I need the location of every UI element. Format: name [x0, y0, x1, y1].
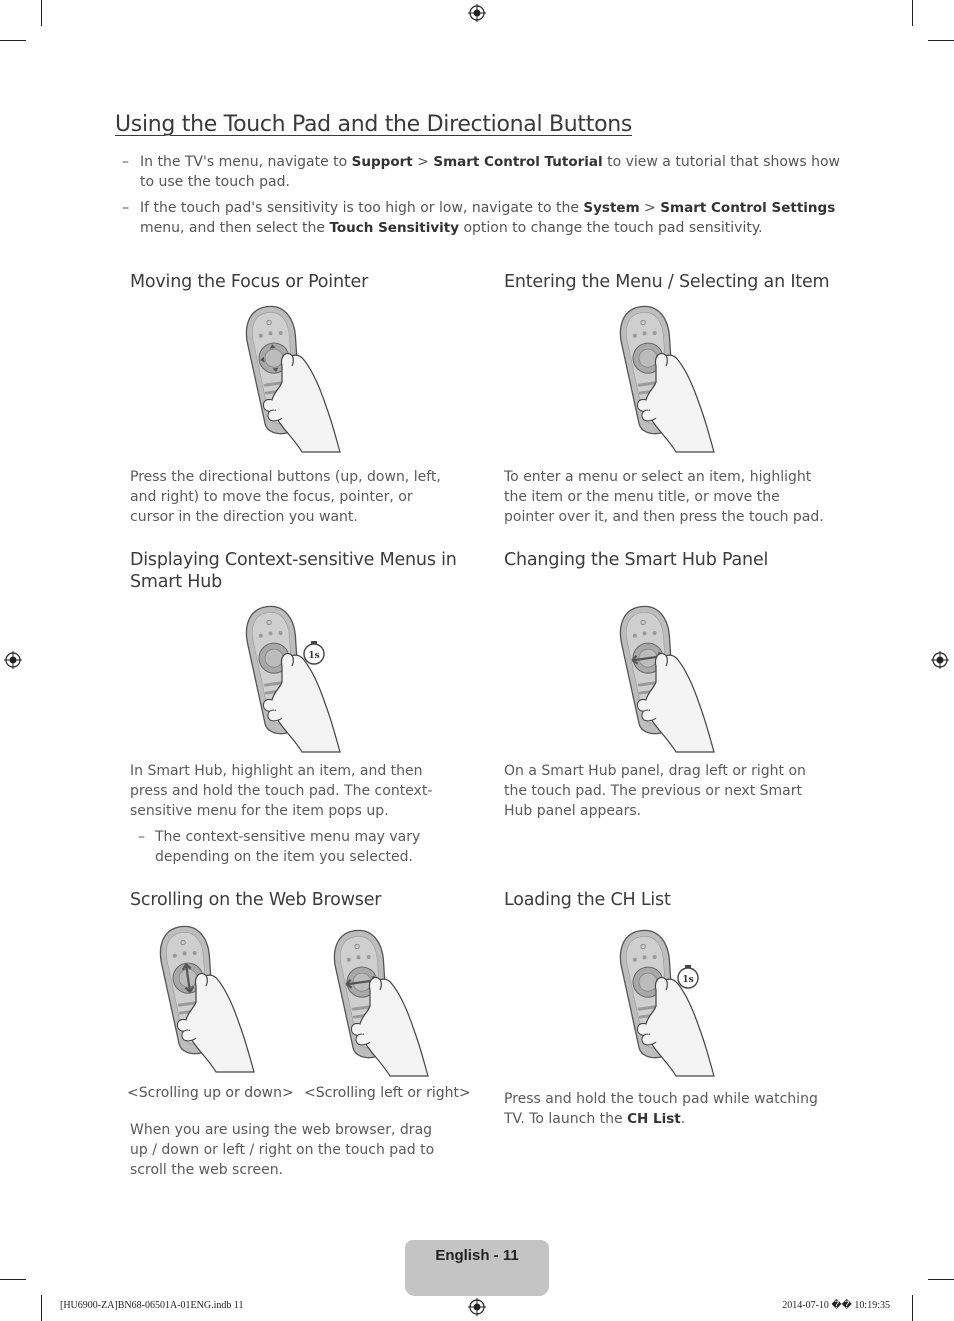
heading-smart-hub-panel: Changing the Smart Hub Panel: [504, 550, 769, 570]
ch-list-description: Press and hold the touch pad while watching TV. To launch the CH List.: [504, 1091, 818, 1127]
heading-ch-list: Loading the CH List: [504, 890, 671, 910]
note-dash: –: [122, 200, 129, 216]
remote-control-hand-icon: [150, 922, 260, 1078]
panel-description: On a Smart Hub panel, drag left or right on the touch pad. The previous or next Smart Hub panel appears.: [504, 763, 806, 819]
heading-context-menus: Displaying Context-sensitive Menus in Smart Hub: [130, 550, 457, 592]
ch-list-key: CH List: [627, 1111, 681, 1127]
heading-moving-focus: Moving the Focus or Pointer: [130, 272, 369, 292]
registration-mark-icon: [931, 651, 949, 669]
imprint-file: [HU6900-ZA]BN68-06501A-01ENG.indb 11: [60, 1300, 244, 1311]
svg-text:1s: 1s: [682, 975, 694, 985]
registration-mark-icon: [4, 651, 22, 669]
menu-path-system: System: [583, 200, 640, 216]
entering-description: To enter a menu or select an item, highlight the item or the menu title, or move the pointer over it, and then press the touch pad.: [504, 469, 824, 525]
crop-mark: [928, 40, 954, 41]
crop-mark: [912, 0, 913, 26]
remote-control-hand-icon: [610, 926, 720, 1082]
page-number-tab: [405, 1240, 549, 1296]
caption-scroll-vertical: <Scrolling up or down>: [127, 1085, 294, 1101]
crop-mark: [928, 1279, 954, 1280]
crop-mark: [912, 1295, 913, 1321]
imprint-date: 2014-07-10 �� 10:19:35: [782, 1300, 890, 1311]
remote-control-hand-icon: [610, 602, 720, 758]
remote-control-hand-icon: [610, 302, 720, 458]
crop-mark: [41, 0, 42, 26]
crop-mark: [41, 1295, 42, 1321]
note-dash: –: [138, 829, 145, 845]
remote-control-hand-icon: [324, 926, 434, 1082]
registration-mark-icon: [468, 4, 486, 22]
note-text: In the TV's menu, navigate to Support > Smart Control Tutorial to view a tutorial that shows how to use the touch pad.: [140, 154, 841, 190]
note-text: The context-sensitive menu may vary depending on the item you selected.: [155, 829, 421, 865]
note-tutorial: [122, 152, 842, 192]
page-title: Using the Touch Pad and the Directional Buttons: [115, 112, 633, 137]
menu-option-touch-sensitivity: Touch Sensitivity: [329, 220, 459, 236]
moving-description: Press the directional buttons (up, down, left, and right) to move the focus, pointer, or cursor in the direction you want.: [130, 469, 441, 525]
note-text: If the touch pad's sensitivity is too high or low, navigate to the System > Smart Control Settings menu, and then select the Touch Sensitivity option to change the touch pad sensitivity.: [140, 200, 836, 236]
heading-entering-menu: Entering the Menu / Selecting an Item: [504, 272, 830, 292]
registration-mark-icon: [468, 1298, 486, 1316]
remote-control-hand-icon: [236, 302, 346, 458]
heading-scrolling-web: Scrolling on the Web Browser: [130, 890, 382, 910]
caption-scroll-horizontal: <Scrolling left or right>: [304, 1085, 471, 1101]
menu-path-smart-control-tutorial: Smart Control Tutorial: [433, 154, 603, 170]
svg-text:1s: 1s: [308, 651, 320, 661]
page-number: English - 11: [435, 1247, 519, 1264]
context-note: [138, 827, 438, 867]
crop-mark: [0, 1279, 26, 1280]
menu-path-support: Support: [351, 154, 413, 170]
note-sensitivity: [122, 198, 842, 238]
note-dash: –: [122, 154, 129, 170]
remote-control-hand-icon: [236, 602, 346, 758]
context-description: In Smart Hub, highlight an item, and then press and hold the touch pad. The context-sensitive menu for the item pops up.: [130, 763, 433, 819]
crop-mark: [0, 40, 26, 41]
scrolling-description: When you are using the web browser, drag up / down or left / right on the touch pad to scroll the web screen.: [130, 1122, 435, 1178]
menu-path-smart-control-settings: Smart Control Settings: [660, 200, 836, 216]
